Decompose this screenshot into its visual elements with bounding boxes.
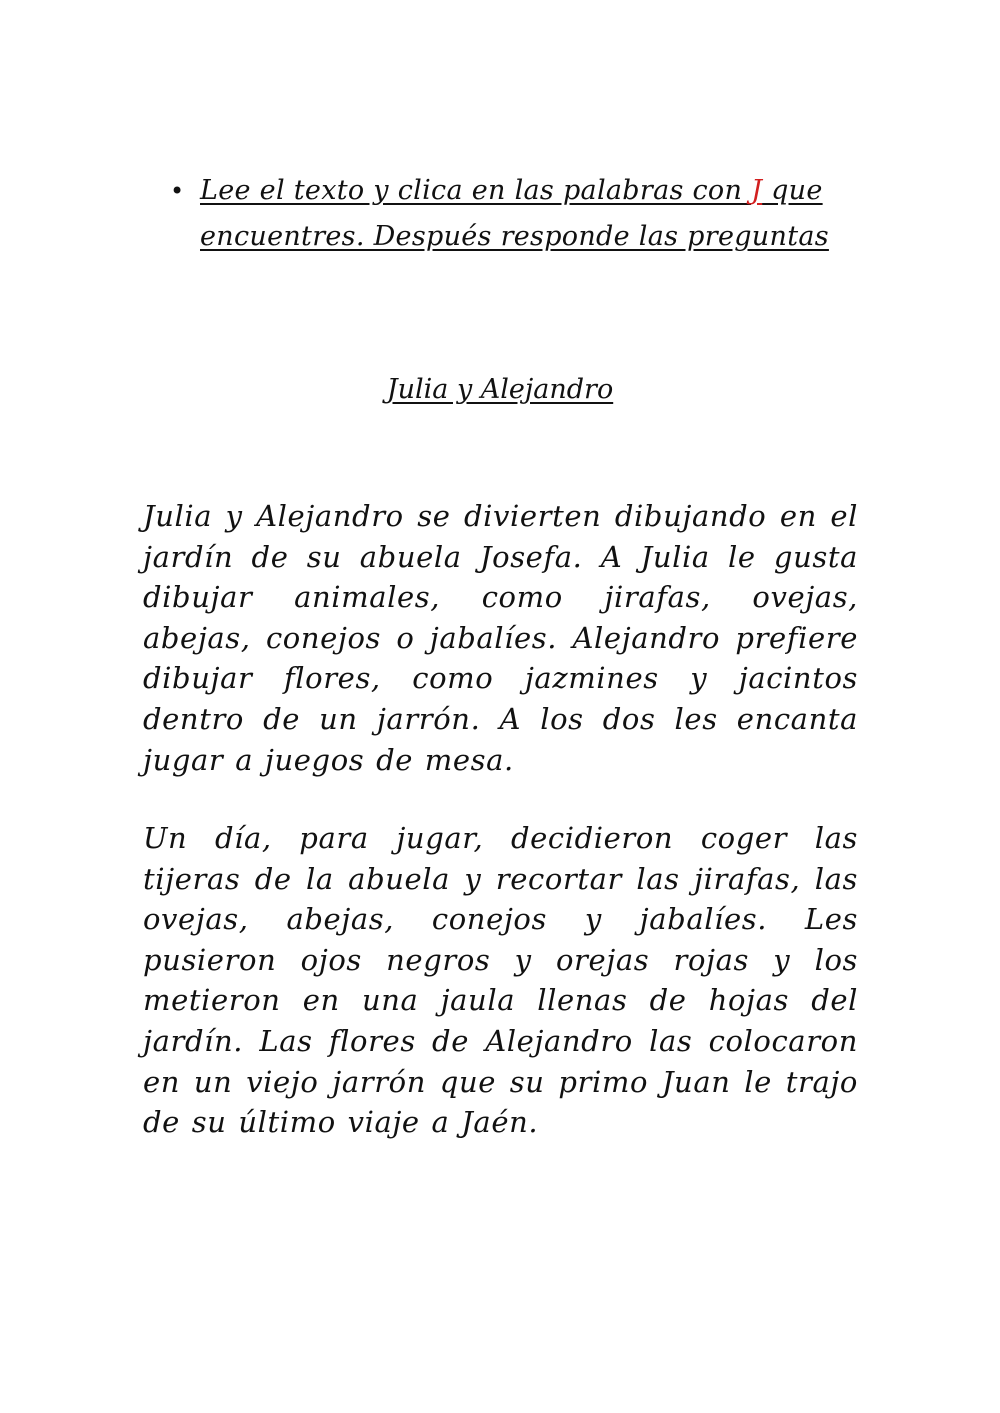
instruction-item [170, 168, 850, 260]
story-title: Julia y Alejandro [386, 374, 614, 405]
highlight-letter-j: J [751, 175, 763, 206]
instruction-text-before: Lee el texto y clica en las palabras con [200, 175, 752, 206]
instruction-text [200, 168, 850, 260]
story-paragraph-2[interactable]: Un día, para jugar, decidieron coger las tijeras de la abuela y recortar las jirafas, las ovejas, abejas, conejos y jabalíes. Les pusieron ojos negros y orejas rojas y los metieron en una jaula llenas de hojas del jardín. Las flores de Alejandro las colocaron en un viejo jarrón que su primo Juan le trajo de su último viaje a Jaén. [143, 821, 858, 1140]
story-paragraph-1[interactable]: Julia y Alejandro se divierten dibujando en el jardín de su abuela Josefa. A Julia le gusta dibujar animales, como jirafas, ovejas, abejas, conejos o jabalíes. Alejandro prefiere dibujar flores, como jazmines y jacintos dentro de un jarrón. A los dos les encanta jugar a juegos de mesa. [143, 499, 858, 777]
bullet-point: • [170, 177, 185, 205]
instruction-text-after: que encuentres. Después responde las preguntas [200, 175, 829, 252]
